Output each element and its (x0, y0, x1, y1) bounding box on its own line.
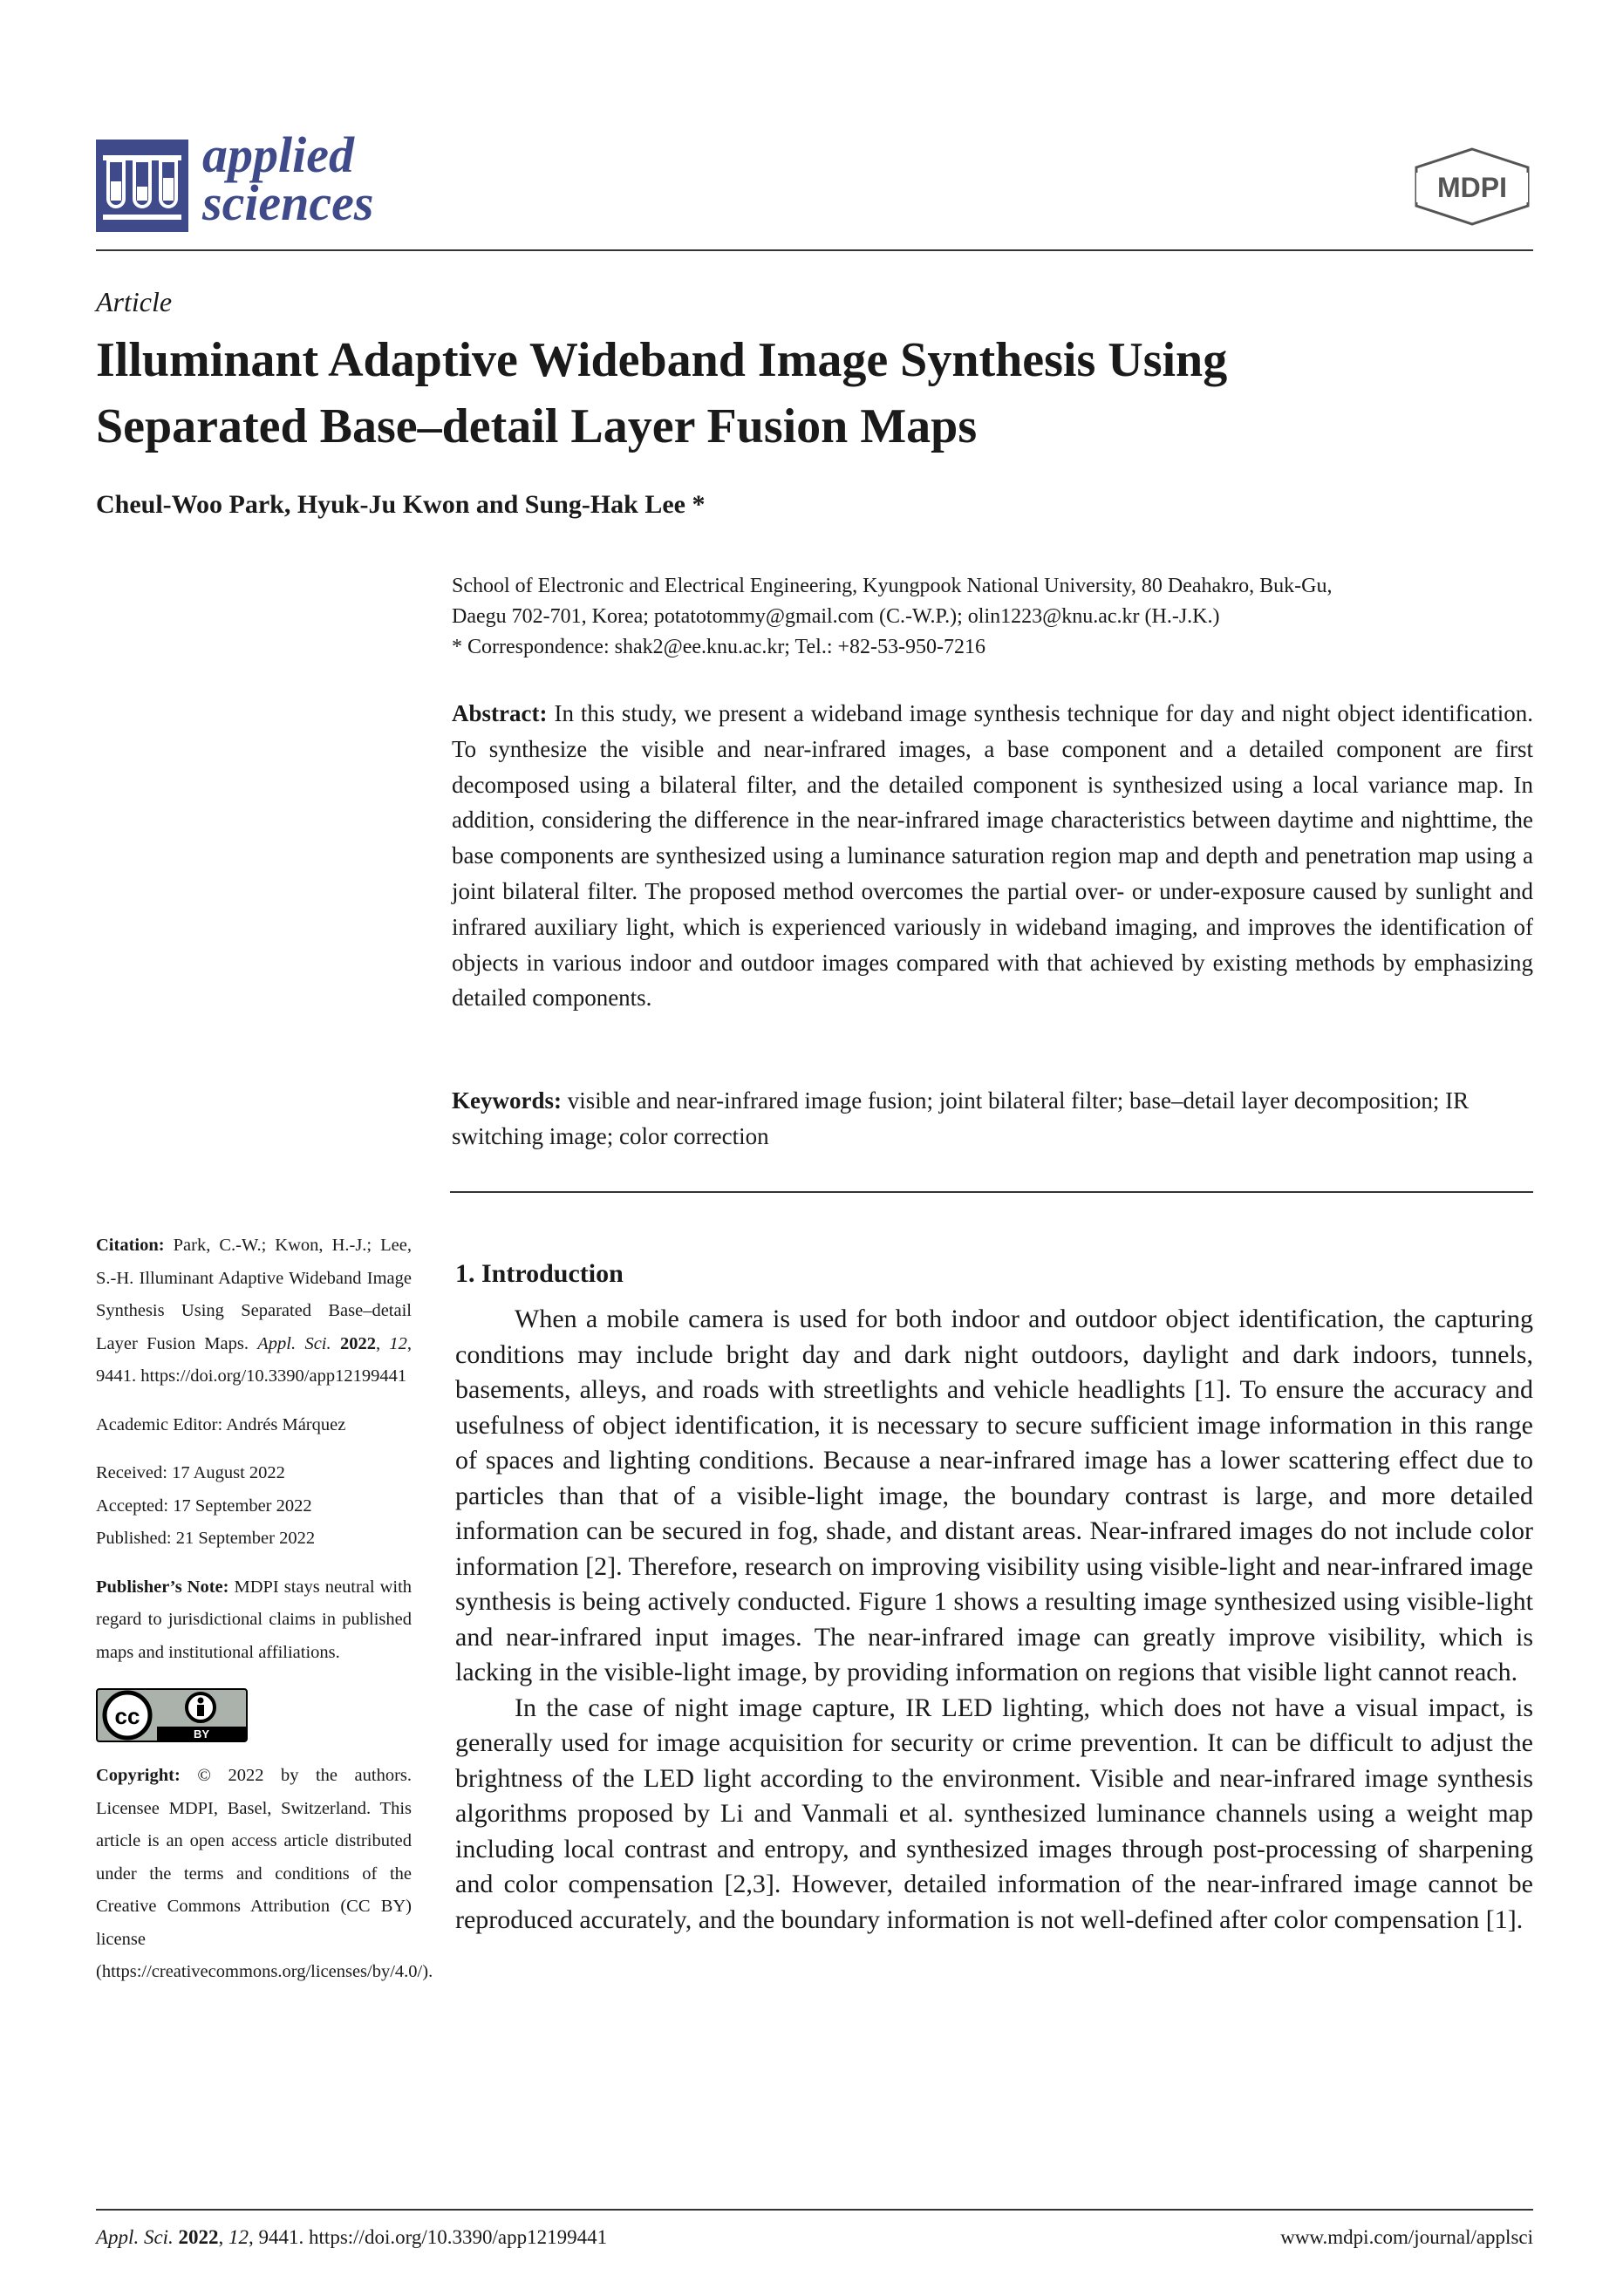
journal-logo-icon (96, 140, 188, 232)
publisher-note-text: MDPI stays neutral with regard to jurisdictional claims in published maps and institutional affiliations. (96, 1577, 413, 1662)
footer-rule (96, 2209, 1533, 2211)
accepted-date: Accepted: 17 September 2022 (96, 1495, 312, 1516)
keywords-text: visible and near-infrared image fusion; joint bilateral filter; base–detail layer decomposition; IR switching image; color correction (452, 1087, 1470, 1149)
citation-text: Park, C.-W.; Kwon, H.-J.; Lee, S.-H. Illuminant Adaptive Wideband Image Synthesis Using Separated Base–detail Layer Fusion Maps. (96, 1236, 413, 1353)
journal-name (202, 126, 374, 231)
sidebar (96, 1230, 433, 1989)
journal-name-line2: sciences (202, 174, 374, 231)
citation-rest[interactable]: , 9441. https://doi.org/10.3390/app12199441 (96, 1333, 413, 1386)
intro-paragraph-1: When a mobile camera is used for both indoor and outdoor object identification, the capturing conditions may include bright day and dark night outdoors, daylight and dark indoors, tunnels, basements, alleys, and roads with streetlights and vehicle headlights [1]. To ensure the accuracy and usefulness of object identification, it is necessary to secure sufficient image information in this range of spaces and lighting conditions. Because a near-infrared image has a lower scattering effect due to particles than that of a visible-light image, the boundary contrast is large, and more detailed information can be secured in fog, shade, and distant areas. Near-infrared images do not include color information [2]. Therefore, research on improving visibility using visible-light and near-infrared image synthesis is being actively conducted. Figure 1 shows a resulting image synthesized using visible-light and near-infrared input images. The near-infrared image can greatly improve visibility, which is lacking in the visible-light image, by providing information on regions that visible light cannot reach. (455, 1305, 1533, 1686)
mdpi-logo-icon (1411, 146, 1533, 227)
section-rule (450, 1191, 1533, 1193)
published-date: Published: 21 September 2022 (96, 1529, 316, 1548)
svg-text:cc: cc (114, 1703, 140, 1729)
footer-citation: Appl. Sci. 2022, 12, 9441. https://doi.org/10.3390/app12199441 (96, 2226, 608, 2248)
title-line1: Illuminant Adaptive Wideband Image Synthesis Using (96, 333, 1228, 387)
svg-text:BY: BY (193, 1727, 210, 1741)
title-line2: Separated Base–detail Layer Fusion Maps (96, 399, 978, 453)
copyright-label: Copyright: (96, 1766, 181, 1785)
abstract-label: Abstract: (452, 700, 548, 726)
article-type: Article (96, 286, 173, 317)
citation-label: Citation: (96, 1236, 165, 1255)
abstract (452, 696, 1533, 1016)
citation-year: 2022 (339, 1333, 376, 1353)
affiliation (452, 571, 1533, 663)
paper-title (96, 327, 1491, 460)
citation: Citation: Park, C.-W.; Kwon, H.-J.; Lee, S.-H. Illuminant Adaptive Wideband Image Synthesis Using Separated Base–detail Layer Fusion Maps. Appl. Sci. 2022, 12, 9441. https://doi.org/10.3390/app12199441 (96, 1236, 413, 1386)
citation-journal: Appl. Sci. (257, 1333, 331, 1353)
copyright-text: © 2022 by the authors. Licensee MDPI, Basel, Switzerland. This article is an open access article distributed under the terms and conditions of the Creative Commons Attribution (CC BY) license (https://creativecommons.org/licenses/by/4.0/). (96, 1766, 433, 1981)
cc-by-badge-icon[interactable] (96, 1688, 248, 1742)
header-rule (96, 249, 1533, 251)
correspondence: * Correspondence: shak2@ee.knu.ac.kr; Tel.: +82-53-950-7216 (452, 636, 986, 658)
authors: Cheul-Woo Park, Hyuk-Ju Kwon and Sung-Hak Lee * (96, 490, 706, 519)
affiliation-line1: School of Electronic and Electrical Engineering, Kyungpook National University, 80 Deahakro, Buk-Gu, (452, 575, 1333, 597)
citation-volume: 12 (389, 1333, 407, 1353)
publisher-note (96, 1571, 412, 1670)
intro-paragraph-2: In the case of night image capture, IR LED lighting, which does not have a visual impact, is generally used for image acquisition for security or crime prevention. It can be difficult to adjust the brightness of the LED light according to the environment. Visible and near-infrared image synthesis algorithms proposed by Li and Vanmali et al. synthesized luminance channels using a weight map including local contrast and entropy, and synthesized images through post-processing of sharpening and color compensation [2,3]. However, detailed information of the near-infrared image cannot be reproduced accurately, and the boundary information is not well-defined after color compensation [1]. (455, 1693, 1533, 1934)
footer-volume: 12 (228, 2226, 249, 2248)
abstract-text: In this study, we present a wideband image synthesis technique for day and night object identification. To synthesize the visible and near-infrared images, a base component and a detailed component are first decomposed using a bilateral filter, and the detailed component is synthesized using a local variance map. In addition, considering the difference in the near-infrared image characteristics between daytime and nighttime, the base components are synthesized using a luminance saturation region map and depth and penetration map using a joint bilateral filter. The proposed method overcomes the partial over- or under-exposure caused by sunlight and infrared auxiliary light, which is experienced variously in wideband imaging, and improves the identification of objects in various indoor and outdoor images compared with that achieved by existing methods by emphasizing detailed components. (452, 700, 1534, 1012)
keywords-label: Keywords: (452, 1087, 562, 1114)
publisher-note-label: Publisher’s Note: (96, 1577, 229, 1597)
academic-editor: Academic Editor: Andrés Márquez (96, 1414, 346, 1434)
introduction-body (455, 1302, 1533, 1938)
footer-journal: Appl. Sci. (96, 2226, 174, 2248)
received-date: Received: 17 August 2022 (96, 1463, 285, 1482)
section-heading-introduction: 1. Introduction (455, 1259, 624, 1288)
footer-journal-url[interactable]: www.mdpi.com/journal/applsci (1280, 2226, 1533, 2248)
journal-name-line1: applied (202, 126, 354, 183)
affiliation-line2: Daegu 702-701, Korea; potatotommy@gmail.com (C.-W.P.); olin1223@knu.ac.kr (H.-J.K.) (452, 605, 1220, 628)
copyright (96, 1760, 433, 1989)
footer-year: 2022 (178, 2226, 219, 2248)
footer-doi[interactable]: , 9441. https://doi.org/10.3390/app12199441 (249, 2226, 608, 2248)
keywords (452, 1083, 1533, 1155)
mdpi-logo-text: MDPI (1437, 172, 1507, 203)
